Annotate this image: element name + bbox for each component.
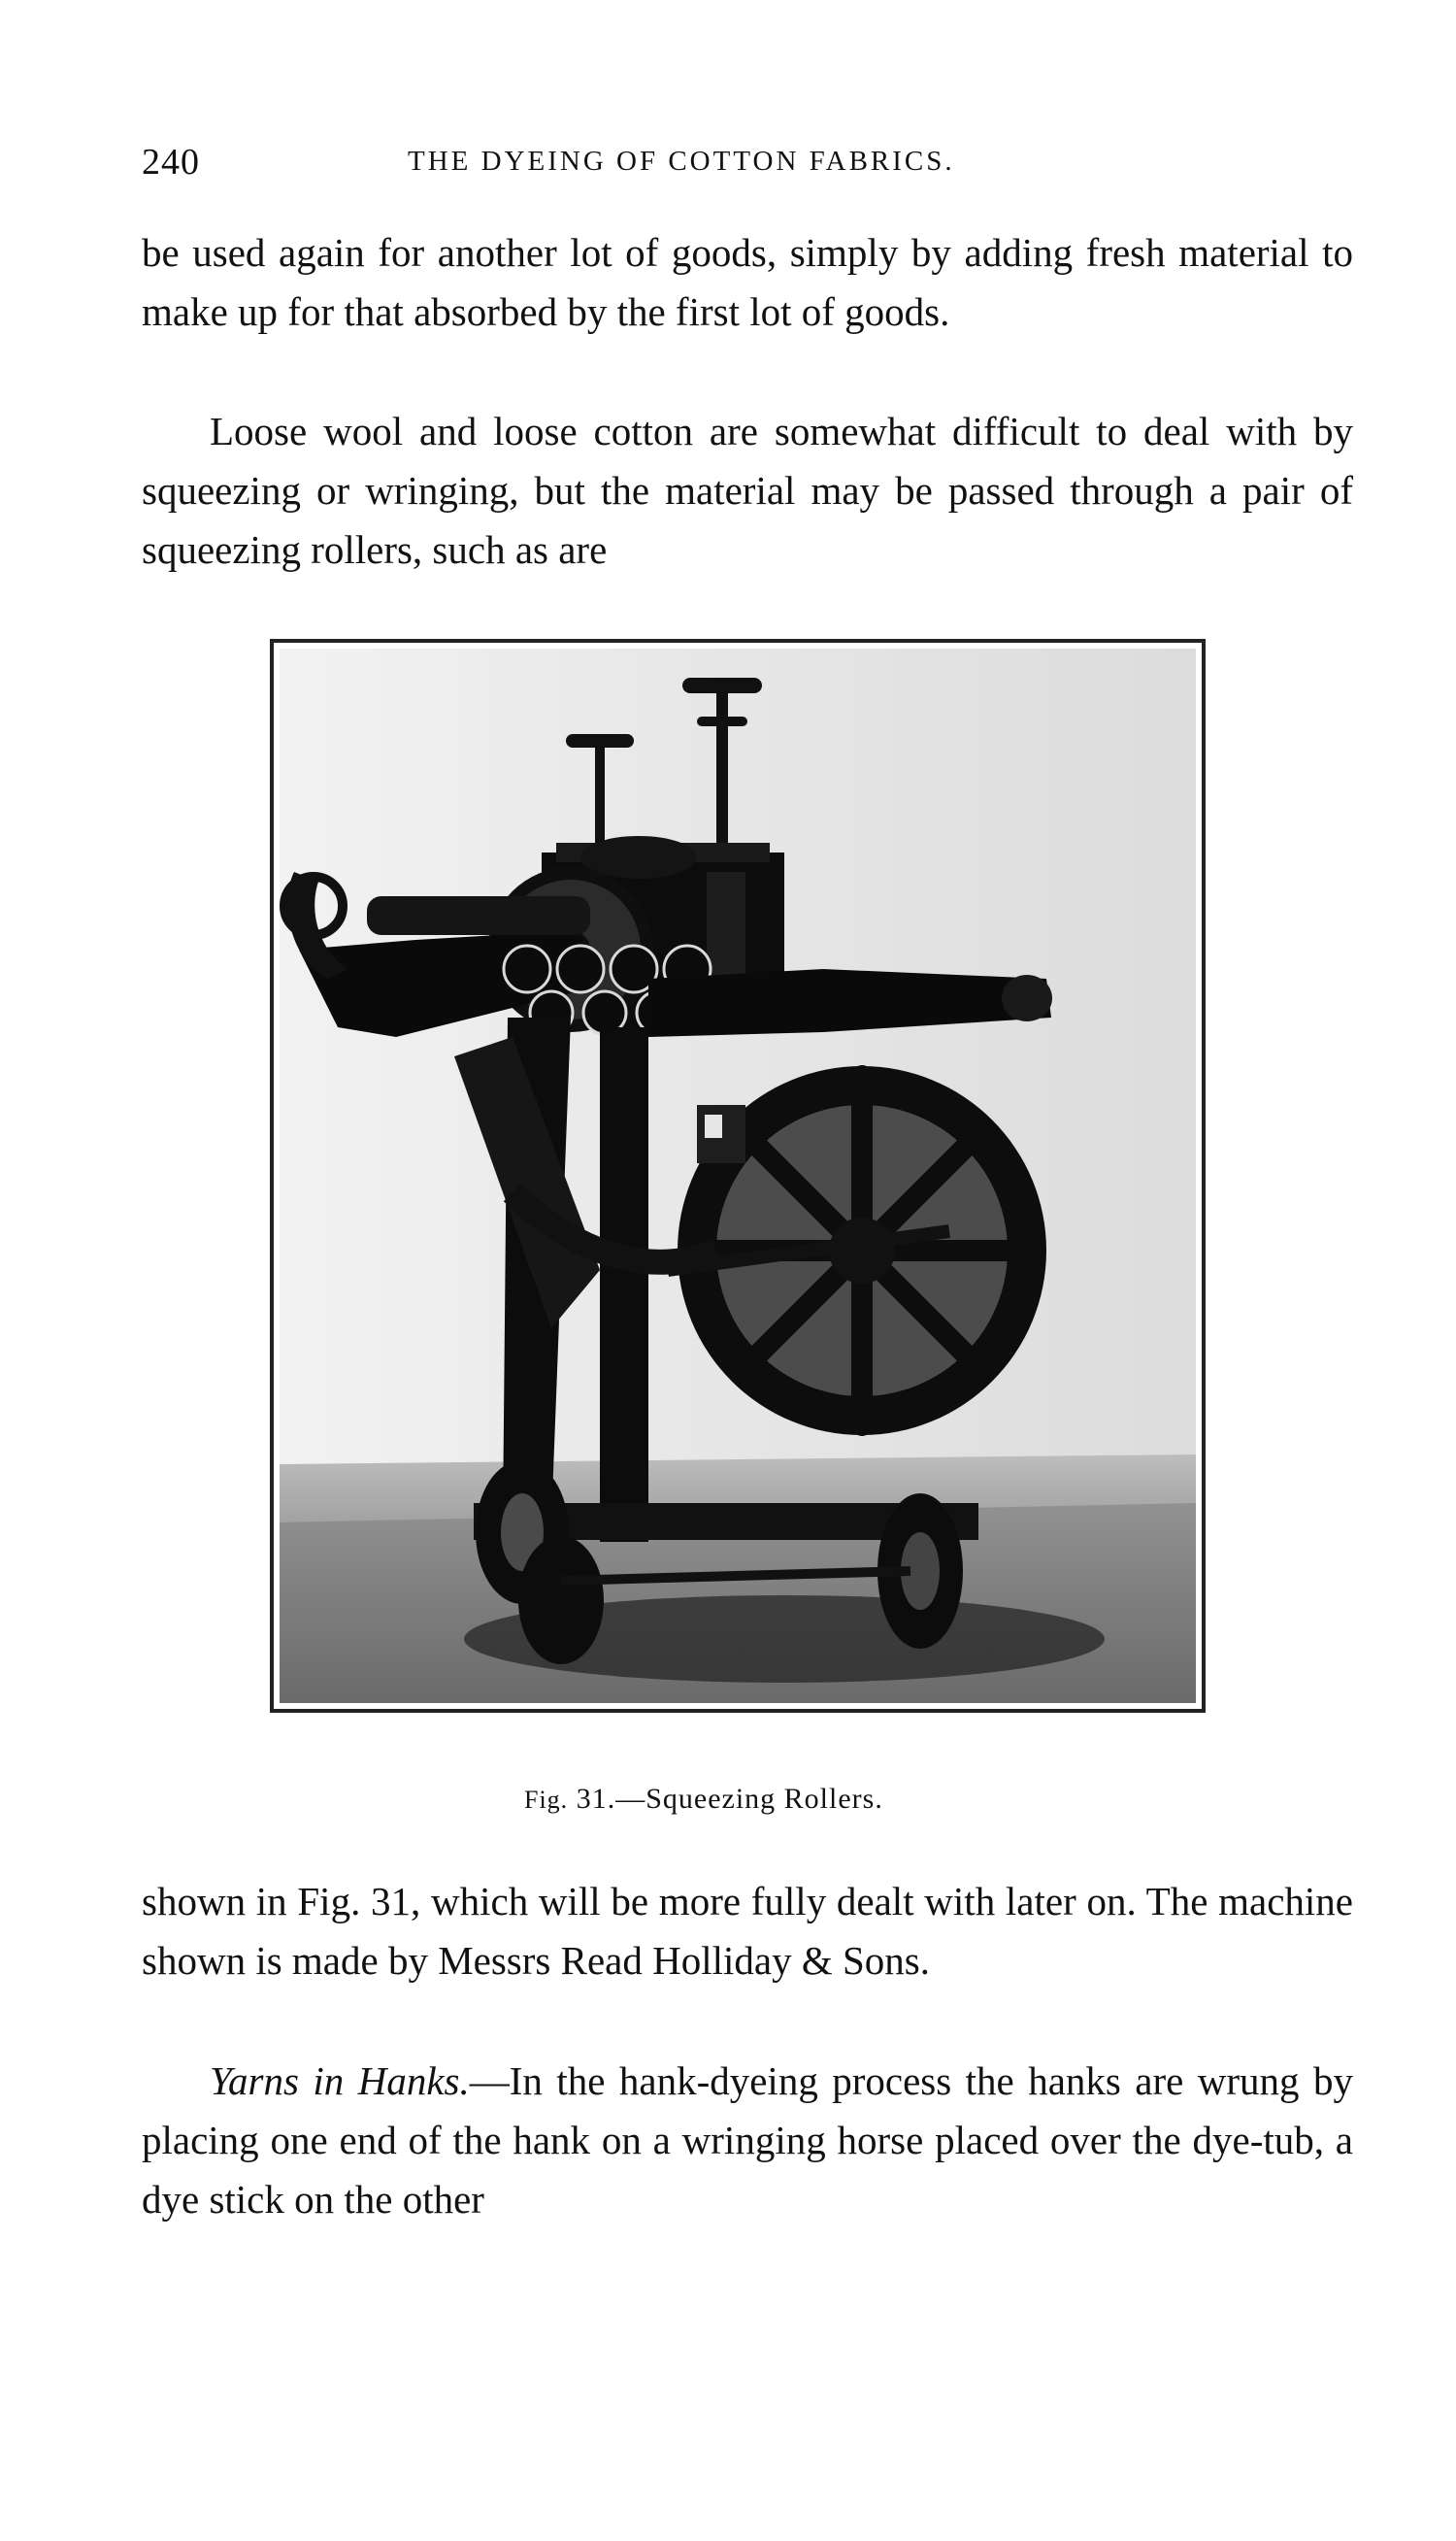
paragraph-1: be used again for another lot of goods, simply by adding fresh material to make up for that absorbed by the first lot of goods. (142, 230, 1353, 334)
squeezing-rollers-illustration (280, 649, 1196, 1703)
caption-prefix: Fig. (524, 1786, 569, 1814)
paragraph-4-text: —In the hank-dyeing process the hanks are wrung by placing one end of the hank on a wringing horse placed over the dye-tub, a dye stick on the other (142, 2058, 1353, 2222)
caption-text: 31.—Squeezing Rollers. (568, 1783, 883, 1815)
page-number: 240 (142, 142, 200, 183)
figure-squeezing-rollers (270, 639, 1206, 1713)
paragraph-4 (142, 2052, 1353, 2229)
paragraph-2: Loose wool and loose cotton are somewhat difficult to deal with by squeezing or wringing, but the material may be passed through a pair of squeezing rollers, such as are (142, 409, 1353, 572)
paragraph-3: shown in Fig. 31, which will be more fully dealt with later on. The machine shown is made by Messrs Read Holliday & Sons. (142, 1879, 1353, 1983)
figure-caption (524, 1783, 883, 1816)
section-heading-yarns-in-hanks: Yarns in Hanks. (210, 2058, 470, 2103)
running-head: THE DYEING OF COTTON FABRICS. (408, 146, 955, 177)
